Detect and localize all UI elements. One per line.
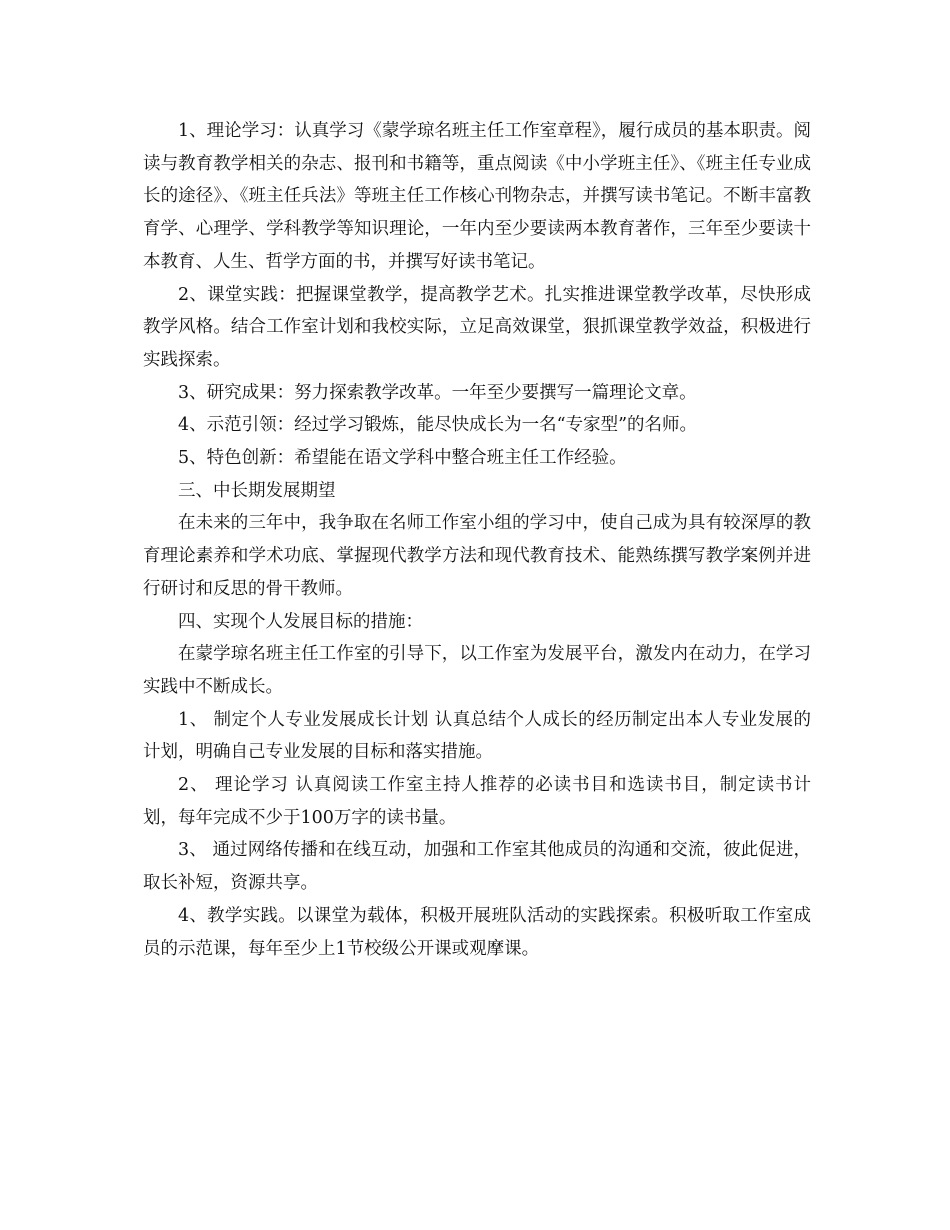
paragraph-research-results: 3、研究成果：努力探索教学改革。一年至少要撰写一篇理论文章。 [178,382,697,403]
paragraph-measures-intro: 在蒙学琼名班主任工作室的引导下，以工作室为发展平台，激发内在动力，在学习实践中不断成长。 [143,644,811,697]
paragraph-demonstration: 4、示范引领：经过学习锻炼，能尽快成长为一名“专家型”的名师。 [178,415,698,436]
paragraph-measure-network: 3、 通过网络传播和在线互动，加强和工作室其他成员的沟通和交流，彼此促进，取长补短，资源共享。 [143,840,811,894]
paragraph-measure-teaching: 4、教学实践。以课堂为载体，积极开展班队活动的实践探索。积极听取工作室成员的示范课，每年至少上1节校级公开课或观摩课。 [143,905,811,959]
paragraph-measure-plan: 1、 制定个人专业发展成长计划 认真总结个人成长的经历制定出本人专业发展的计划，明确自己专业发展的目标和落实措施。 [143,709,811,763]
paragraph-measure-reading: 2、 理论学习 认真阅读工作室主持人推荐的必读书目和选读书目，制定读书计划，每年完成不少于100万字的读书量。 [143,775,811,828]
paragraph-innovation: 5、特色创新：希望能在语文学科中整合班主任工作经验。 [178,448,627,469]
document-body [143,115,811,965]
section-heading-measures: 四、实现个人发展目标的措施： [178,611,423,632]
paragraph-classroom-practice: 2、课堂实践：把握课堂教学，提高教学艺术。扎实推进课堂教学改革，尽快形成教学风格。结合工作室计划和我校实际，立足高效课堂，狠抓课堂教学效益，积极进行实践探索。 [143,284,811,370]
paragraph-long-term-expectation: 在未来的三年中，我争取在名师工作室小组的学习中，使自己成为具有较深厚的教育理论素养和学术功底、掌握现代教学方法和现代教育技术、能熟练撰写教学案例并进行研讨和反思的骨干教师。 [143,513,811,599]
paragraph-theory-study: 1、理论学习：认真学习《蒙学琼名班主任工作室章程》，履行成员的基本职责。阅读与教育教学相关的杂志、报刊和书籍等，重点阅读《中小学班主任》、《班主任专业成长的途径》、《班主任兵法》等班主任工作核心刊物杂志，并撰写读书笔记。不断丰富教育学、心理学、学科教学等知识理论，一年内至少要读两本教育著作，三年至少要读十本教育、人生、哲学方面的书，并撰写好读书笔记。 [143,121,811,272]
section-heading-long-term: 三、中长期发展期望 [178,480,336,501]
